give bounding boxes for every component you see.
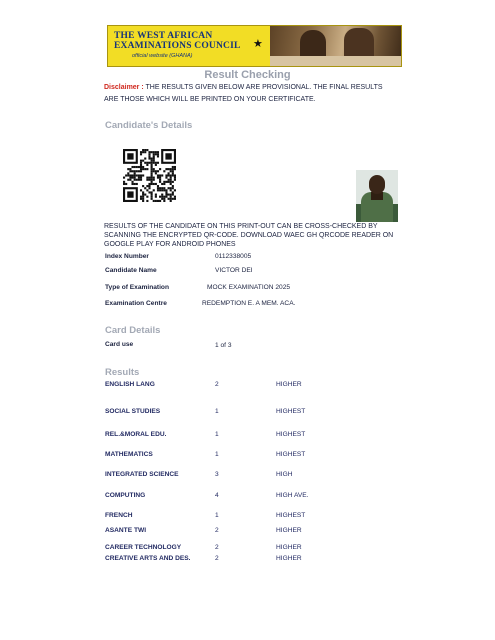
exam-centre-label: Examination Centre [105,300,167,307]
result-subject: CREATIVE ARTS AND DES. [105,555,191,562]
result-grade: 1 [215,451,219,458]
candidate-photo [356,170,398,222]
result-subject: ENGLISH LANG [105,381,155,388]
result-grade: 2 [215,527,219,534]
result-subject: INTEGRATED SCIENCE [105,471,179,478]
result-interpretation: HIGHEST [276,431,306,438]
index-number-label: Index Number [105,253,149,260]
result-interpretation: HIGHEST [276,512,306,519]
disclaimer-text: THE RESULTS GIVEN BELOW ARE PROVISIONAL. THE FINAL RESULTS ARE THOSE WHICH WILL BE PRINTED ON YOUR CERTIFICATE. [104,84,383,103]
result-interpretation: HIGHEST [276,408,306,415]
candidate-name-label: Candidate Name [105,267,157,274]
result-interpretation: HIGH [276,471,293,478]
card-section-title: Card Details [105,325,161,336]
qr-notice: RESULTS OF THE CANDIDATE ON THIS PRINT-OUT CAN BE CROSS-CHECKED BY SCANNING THE ENCRYPTED QR-CODE. DOWNLOAD WAEC GH QRCODE READER ON GOOGLE PLAY FOR ANDROID PHONES [104,223,394,248]
candidate-section-title: Candidate's Details [105,120,193,131]
result-interpretation: HIGHEST [276,451,306,458]
exam-centre-value: REDEMPTION E. A MEM. ACA. [202,300,296,307]
result-subject: MATHEMATICS [105,451,153,458]
results-section-title: Results [105,367,140,378]
waec-banner [107,25,402,67]
banner-line-1: THE WEST AFRICAN [114,31,213,41]
banner-line-2: EXAMINATIONS COUNCIL [114,41,241,51]
result-grade: 2 [215,381,219,388]
result-subject: SOCIAL STUDIES [105,408,161,415]
disclaimer [104,82,394,106]
result-interpretation: HIGHER [276,555,302,562]
result-grade: 1 [215,408,219,415]
banner-photo [270,26,401,66]
disclaimer-label: Disclaimer : [104,84,144,91]
result-interpretation: HIGHER [276,381,302,388]
star-icon: ★ [253,38,263,50]
exam-type-label: Type of Examination [105,284,169,291]
index-number-value: 0112338005 [215,253,252,260]
result-subject: REL.&MORAL EDU. [105,431,167,438]
result-interpretation: HIGHER [276,527,302,534]
exam-type-value: MOCK EXAMINATION 2025 [207,284,291,291]
candidate-name-value: VICTOR DEI [215,267,253,274]
card-use-label: Card use [105,341,134,348]
result-subject: COMPUTING [105,492,146,499]
qr-code [123,149,176,202]
result-subject: ASANTE TWI [105,527,147,534]
result-grade: 4 [215,492,219,499]
result-interpretation: HIGH AVE. [276,492,309,499]
result-interpretation: HIGHER [276,544,302,551]
result-grade: 2 [215,544,219,551]
card-use-value: 1 of 3 [215,342,232,349]
result-grade: 2 [215,555,219,562]
result-subject: FRENCH [105,512,133,519]
result-grade: 1 [215,431,219,438]
page-title: Result Checking [204,69,291,81]
result-subject: CAREER TECHNOLOGY [105,544,182,551]
result-grade: 1 [215,512,219,519]
banner-line-3: official website (GHANA) [132,53,193,59]
result-grade: 3 [215,471,219,478]
